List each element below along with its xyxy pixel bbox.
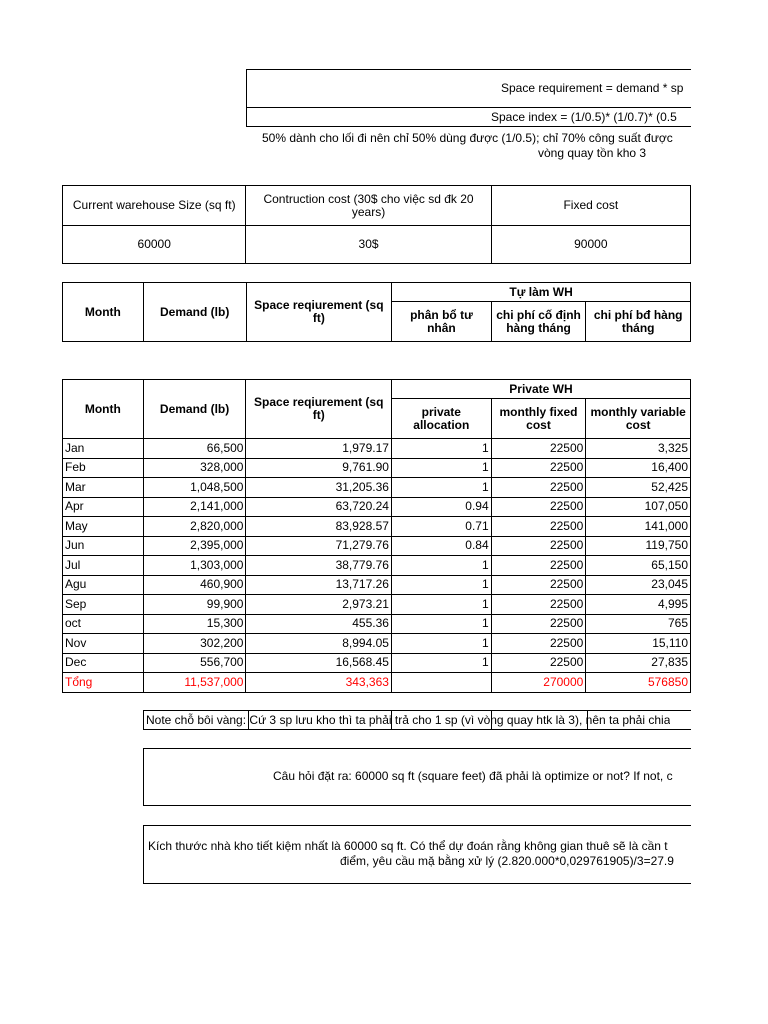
cell-month[interactable]: Feb xyxy=(63,458,144,478)
cell-fixed-cost[interactable]: 22500 xyxy=(491,653,586,673)
cell-allocation[interactable]: 1 xyxy=(391,575,491,595)
cell-fixed-cost[interactable]: 22500 xyxy=(491,575,586,595)
cell-fixed-cost[interactable]: 22500 xyxy=(491,517,586,537)
cell-allocation[interactable]: 1 xyxy=(391,458,491,478)
cell-demand[interactable]: 99,900 xyxy=(143,595,246,615)
cell-fixed-cost[interactable]: 22500 xyxy=(491,536,586,556)
question-box[interactable] xyxy=(143,748,691,806)
cell-month[interactable]: Mar xyxy=(63,478,144,498)
cell-fixed-cost[interactable]: 22500 xyxy=(491,614,586,634)
total-variable-cost[interactable]: 576850 xyxy=(586,673,691,693)
cell-demand[interactable]: 1,303,000 xyxy=(143,556,246,576)
cell-month[interactable]: Nov xyxy=(63,634,144,654)
cell-variable-cost[interactable]: 27,835 xyxy=(586,653,691,673)
cell-variable-cost[interactable]: 23,045 xyxy=(586,575,691,595)
formula-space-requirement-cell[interactable] xyxy=(246,69,691,108)
table-row xyxy=(63,439,691,459)
cell-allocation[interactable]: 0.94 xyxy=(391,497,491,517)
cell-fixed-cost[interactable]: 22500 xyxy=(491,458,586,478)
answer-line1: Kích thước nhà kho tiết kiệm nhất là 60000 sq ft. Có thể dự đoán rằng không gian thuê sẽ là cần t xyxy=(148,839,668,853)
cell-space[interactable]: 13,717.26 xyxy=(246,575,391,595)
cell-demand[interactable]: 66,500 xyxy=(143,439,246,459)
self-header-allocation[interactable]: phân bổ tư nhân xyxy=(392,302,492,342)
cell-demand[interactable]: 556,700 xyxy=(143,653,246,673)
cell-demand[interactable]: 302,200 xyxy=(143,634,246,654)
cell-demand[interactable]: 460,900 xyxy=(143,575,246,595)
self-wh-table xyxy=(62,282,691,342)
cell-demand[interactable]: 15,300 xyxy=(143,614,246,634)
self-header-group[interactable]: Tự làm WH xyxy=(392,283,691,302)
cell-month[interactable]: Sep xyxy=(63,595,144,615)
cell-space[interactable]: 63,720.24 xyxy=(246,497,391,517)
total-space[interactable]: 343,363 xyxy=(246,673,391,693)
cell-demand[interactable]: 2,141,000 xyxy=(143,497,246,517)
self-header-variable-cost[interactable]: chi phí bđ hàng tháng xyxy=(586,302,691,342)
cell-variable-cost[interactable]: 52,425 xyxy=(586,478,691,498)
note-yellow-text[interactable]: Note chỗ bôi vàng: Cứ 3 sp lưu kho thì ta phải trả cho 1 sp (vì vòng quay htk là 3), nên ta phải chia xyxy=(146,713,671,727)
table-row xyxy=(63,595,691,615)
private-header-demand[interactable]: Demand (lb) xyxy=(143,380,246,439)
cell-demand[interactable]: 328,000 xyxy=(143,458,246,478)
table-row xyxy=(63,575,691,595)
cell-demand[interactable]: 1,048,500 xyxy=(143,478,246,498)
formula-note-line2: vòng quay tồn kho 3 xyxy=(538,146,647,160)
cell-month[interactable]: May xyxy=(63,517,144,537)
cell-variable-cost[interactable]: 15,110 xyxy=(586,634,691,654)
cell-allocation[interactable]: 0.71 xyxy=(391,517,491,537)
total-row xyxy=(63,673,691,693)
formula-space-requirement: Space requirement = demand * sp xyxy=(501,81,684,95)
value-fixed-cost[interactable]: 90000 xyxy=(491,226,690,264)
cell-space[interactable]: 8,994.05 xyxy=(246,634,391,654)
table-row xyxy=(63,634,691,654)
cell-month[interactable]: Dec xyxy=(63,653,144,673)
private-header-group[interactable]: Private WH xyxy=(391,380,690,399)
table-row xyxy=(63,478,691,498)
header-warehouse-size[interactable]: Current warehouse Size (sq ft) xyxy=(63,186,246,226)
cell-variable-cost[interactable]: 765 xyxy=(586,614,691,634)
private-header-allocation[interactable]: private allocation xyxy=(391,399,491,439)
cell-fixed-cost[interactable]: 22500 xyxy=(491,478,586,498)
value-warehouse-size[interactable]: 60000 xyxy=(63,226,246,264)
table-row xyxy=(63,653,691,673)
cell-allocation[interactable]: 1 xyxy=(391,556,491,576)
table-row xyxy=(63,536,691,556)
self-header-fixed-cost[interactable]: chi phí cố định hàng tháng xyxy=(491,302,586,342)
cell-allocation[interactable]: 1 xyxy=(391,478,491,498)
cell-variable-cost[interactable]: 3,325 xyxy=(586,439,691,459)
self-header-month[interactable]: Month xyxy=(63,283,144,342)
answer-line2: điểm, yêu cầu mặ bằng xử lý (2.820.000*0,029761905)/3=27.9 xyxy=(340,854,674,868)
private-header-month[interactable]: Month xyxy=(63,380,144,439)
note-yellow-row xyxy=(143,710,691,730)
cell-space[interactable]: 455.36 xyxy=(246,614,391,634)
cell-allocation[interactable]: 1 xyxy=(391,595,491,615)
cell-space[interactable]: 1,979.17 xyxy=(246,439,391,459)
cell-variable-cost[interactable]: 16,400 xyxy=(586,458,691,478)
table-row xyxy=(63,458,691,478)
header-construction-cost[interactable]: Contruction cost (30$ cho việc sd đk 20 years) xyxy=(246,186,491,226)
private-wh-table xyxy=(62,379,691,693)
total-label[interactable]: Tổng xyxy=(63,673,144,693)
total-allocation[interactable] xyxy=(391,673,491,693)
cell-fixed-cost[interactable]: 22500 xyxy=(491,595,586,615)
cell-month[interactable]: Agu xyxy=(63,575,144,595)
cell-month[interactable]: Jul xyxy=(63,556,144,576)
cell-space[interactable]: 2,973.21 xyxy=(246,595,391,615)
answer-box[interactable] xyxy=(143,825,691,884)
formula-space-index-cell[interactable] xyxy=(246,107,691,127)
cell-space[interactable]: 16,568.45 xyxy=(246,653,391,673)
header-fixed-cost[interactable]: Fixed cost xyxy=(491,186,690,226)
table-row xyxy=(63,556,691,576)
cell-variable-cost[interactable]: 107,050 xyxy=(586,497,691,517)
cell-month[interactable]: Jun xyxy=(63,536,144,556)
private-header-fixed-cost[interactable]: monthly fixed cost xyxy=(491,399,586,439)
cell-fixed-cost[interactable]: 22500 xyxy=(491,634,586,654)
cell-demand[interactable]: 2,820,000 xyxy=(143,517,246,537)
table-row xyxy=(63,517,691,537)
cell-space[interactable]: 38,779.76 xyxy=(246,556,391,576)
cell-variable-cost[interactable]: 4,995 xyxy=(586,595,691,615)
cell-space[interactable]: 9,761.90 xyxy=(246,458,391,478)
private-header-variable-cost[interactable]: monthly variable cost xyxy=(586,399,691,439)
cell-fixed-cost[interactable]: 22500 xyxy=(491,556,586,576)
value-construction-cost[interactable]: 30$ xyxy=(246,226,491,264)
cell-demand[interactable]: 2,395,000 xyxy=(143,536,246,556)
cell-month[interactable]: Apr xyxy=(63,497,144,517)
cell-month[interactable]: oct xyxy=(63,614,144,634)
self-header-space[interactable]: Space reqiurement (sq ft) xyxy=(246,283,392,342)
cell-space[interactable]: 31,205.36 xyxy=(246,478,391,498)
cell-variable-cost[interactable]: 141,000 xyxy=(586,517,691,537)
cell-variable-cost[interactable]: 119,750 xyxy=(586,536,691,556)
cell-fixed-cost[interactable]: 22500 xyxy=(491,439,586,459)
table-row xyxy=(63,497,691,517)
cell-allocation[interactable]: 1 xyxy=(391,653,491,673)
total-demand[interactable]: 11,537,000 xyxy=(143,673,246,693)
cell-allocation[interactable]: 0.84 xyxy=(391,536,491,556)
formula-space-index: Space index = (1/0.5)* (1/0.7)* (0.5 xyxy=(491,110,677,124)
self-header-demand[interactable]: Demand (lb) xyxy=(143,283,246,342)
cell-allocation[interactable]: 1 xyxy=(391,439,491,459)
table-row xyxy=(63,614,691,634)
cell-space[interactable]: 71,279.76 xyxy=(246,536,391,556)
question-text: Câu hỏi đặt ra: 60000 sq ft (square feet) đã phải là optimize or not? If not, c xyxy=(273,769,673,783)
total-fixed-cost[interactable]: 270000 xyxy=(491,673,586,693)
cell-variable-cost[interactable]: 65,150 xyxy=(586,556,691,576)
cell-month[interactable]: Jan xyxy=(63,439,144,459)
cell-space[interactable]: 83,928.57 xyxy=(246,517,391,537)
cost-table xyxy=(62,185,691,264)
private-header-space[interactable]: Space reqiurement (sq ft) xyxy=(246,380,391,439)
cell-fixed-cost[interactable]: 22500 xyxy=(491,497,586,517)
cell-allocation[interactable]: 1 xyxy=(391,614,491,634)
cell-allocation[interactable]: 1 xyxy=(391,634,491,654)
formula-note-line1: 50% dành cho lối đi nên chỉ 50% dùng được (1/0.5); chỉ 70% công suất được xyxy=(262,131,673,145)
